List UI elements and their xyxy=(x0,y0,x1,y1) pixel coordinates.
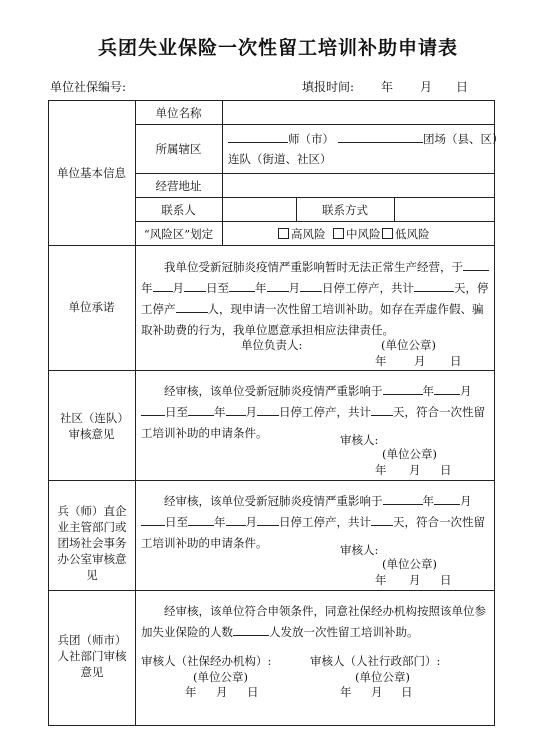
reviewer-label: 审核人: xyxy=(340,433,379,447)
date-month-right: 月 xyxy=(371,685,383,699)
address-field[interactable] xyxy=(224,175,493,195)
commitment-text: 我单位受新冠肺炎疫情严重影响暂时无法正常生产经营，于年 月 日至 年 月 日停工停产，共计 天，停工停产 人，现申请一次性留工培训补助。如存在弄虚作假、骗取补助费的行为，我单位愿意承担相应法律责任。 xyxy=(141,260,489,337)
community-review-section-label: 社区（连队）审核意见 xyxy=(59,411,124,441)
blank-field[interactable] xyxy=(383,382,423,395)
date-month-label: 月 xyxy=(409,573,421,587)
risk-option-high[interactable]: 高风险 xyxy=(278,227,326,241)
unit-name-label: 单位名称 xyxy=(155,106,202,120)
fill-month-label: 月 xyxy=(420,80,433,94)
address-label: 经营地址 xyxy=(155,179,202,193)
department-review-section-label: 兵（师）直企业主管部门或团场社会事务办公室审核意见 xyxy=(57,504,127,582)
city-blank[interactable] xyxy=(228,130,288,143)
department-review-text: 经审核，该单位受新冠肺炎疫情严重影响于 年 月日至 年 月 日停工停产，共计 天，符合一次性留工培训补助的申请条件。 xyxy=(141,494,485,550)
blank-field[interactable] xyxy=(414,279,454,292)
blank-field[interactable] xyxy=(371,513,393,526)
row-divider xyxy=(135,124,495,125)
checkbox-icon[interactable] xyxy=(382,228,393,239)
section-divider xyxy=(48,370,495,371)
blank-field[interactable] xyxy=(188,513,214,526)
commitment-section-label: 单位承诺 xyxy=(68,300,115,314)
reviewer-left-label: 审核人（社保经办机构）: xyxy=(141,654,272,668)
date-month-label: 月 xyxy=(414,354,426,368)
field-column-divider xyxy=(222,100,223,245)
fill-day-label: 日 xyxy=(456,80,469,94)
blank-field[interactable] xyxy=(233,623,269,636)
date-month-left: 月 xyxy=(216,685,228,699)
date-year-label: 年 xyxy=(375,463,387,477)
contact-method-label: 联系方式 xyxy=(322,203,368,217)
risk-option-low[interactable]: 低风险 xyxy=(382,227,430,241)
risk-zone-label: “风险区”划定 xyxy=(143,227,214,241)
row-divider xyxy=(135,173,495,174)
label-column-divider xyxy=(135,100,136,726)
blank-field[interactable] xyxy=(184,279,206,292)
blank-field[interactable] xyxy=(371,403,393,416)
date-month-label: 月 xyxy=(409,463,421,477)
row-divider xyxy=(135,221,495,222)
date-year-label: 年 xyxy=(375,573,387,587)
section-divider xyxy=(48,590,495,591)
section-divider xyxy=(48,480,495,481)
blank-field[interactable] xyxy=(176,300,208,313)
blank-field[interactable] xyxy=(463,258,489,271)
fill-time-label: 填报时间: xyxy=(302,80,355,94)
blank-field[interactable] xyxy=(257,403,279,416)
blank-field[interactable] xyxy=(257,513,279,526)
contact-method-field[interactable] xyxy=(396,199,493,219)
seal-left-label: (单位公章) xyxy=(193,670,248,684)
community-review-text: 经审核，该单位受新冠肺炎疫情严重影响于 年 月日至 年 月 日停工停产，共计 天，符合一次性留工培训补助的申请条件。 xyxy=(141,384,485,440)
reviewer-label: 审核人: xyxy=(340,543,379,557)
date-day-label: 日 xyxy=(440,573,452,587)
checkbox-icon[interactable] xyxy=(278,228,289,239)
seal-right-label: (单位公章) xyxy=(355,670,410,684)
district-line2: 连队（街道、社区） xyxy=(228,152,332,166)
blank-field[interactable] xyxy=(434,492,460,505)
date-year-label: 年 xyxy=(375,354,387,368)
contact-person-field[interactable] xyxy=(224,199,294,219)
contact-person-label: 联系人 xyxy=(161,203,196,217)
district-label: 所属辖区 xyxy=(155,142,202,156)
regiment-suffix: 团场（县、区） xyxy=(423,132,504,146)
blank-field[interactable] xyxy=(434,382,460,395)
hr-review-text: 经审核，该单位符合申领条件，同意社保经办机构按照该单位参加失业保险的人数 人发放一次性留工培训补助。 xyxy=(141,604,486,639)
blank-field[interactable] xyxy=(153,279,173,292)
section-divider xyxy=(48,245,495,246)
date-day-label: 日 xyxy=(450,354,462,368)
basic-info-section-label: 单位基本信息 xyxy=(57,166,126,180)
date-year-right: 年 xyxy=(340,685,352,699)
unit-leader-label: 单位负责人: xyxy=(241,338,303,352)
hr-review-section-label: 兵团（师市）人社部门审核意见 xyxy=(57,633,127,679)
blank-field[interactable] xyxy=(188,403,214,416)
district-line1 xyxy=(228,130,504,146)
unit-social-security-no-label: 单位社保编号: xyxy=(50,80,127,94)
blank-field[interactable] xyxy=(226,513,246,526)
city-suffix: 师（市） xyxy=(288,132,334,146)
seal-label: (单位公章) xyxy=(382,447,437,461)
blank-field[interactable] xyxy=(267,279,289,292)
unit-name-field[interactable] xyxy=(224,102,493,122)
form-title: 兵团失业保险一次性留工培训补助申请表 xyxy=(97,37,458,59)
date-day-right: 日 xyxy=(401,685,413,699)
blank-field[interactable] xyxy=(300,279,322,292)
blank-field[interactable] xyxy=(383,492,423,505)
reviewer-right-label: 审核人（人社行政部门）: xyxy=(310,654,441,668)
blank-field[interactable] xyxy=(229,279,255,292)
blank-field[interactable] xyxy=(141,403,165,416)
checkbox-icon[interactable] xyxy=(333,228,344,239)
fill-year-label: 年 xyxy=(381,80,394,94)
blank-field[interactable] xyxy=(141,513,165,526)
contact-divider xyxy=(394,197,395,221)
row-divider xyxy=(135,197,495,198)
date-year-left: 年 xyxy=(185,685,197,699)
seal-label: (单位公章) xyxy=(381,338,436,352)
seal-label: (单位公章) xyxy=(382,557,437,571)
date-day-left: 日 xyxy=(247,685,259,699)
risk-option-medium[interactable]: 中风险 xyxy=(333,227,381,241)
blank-field[interactable] xyxy=(226,403,246,416)
regiment-blank[interactable] xyxy=(338,130,423,143)
date-day-label: 日 xyxy=(440,463,452,477)
